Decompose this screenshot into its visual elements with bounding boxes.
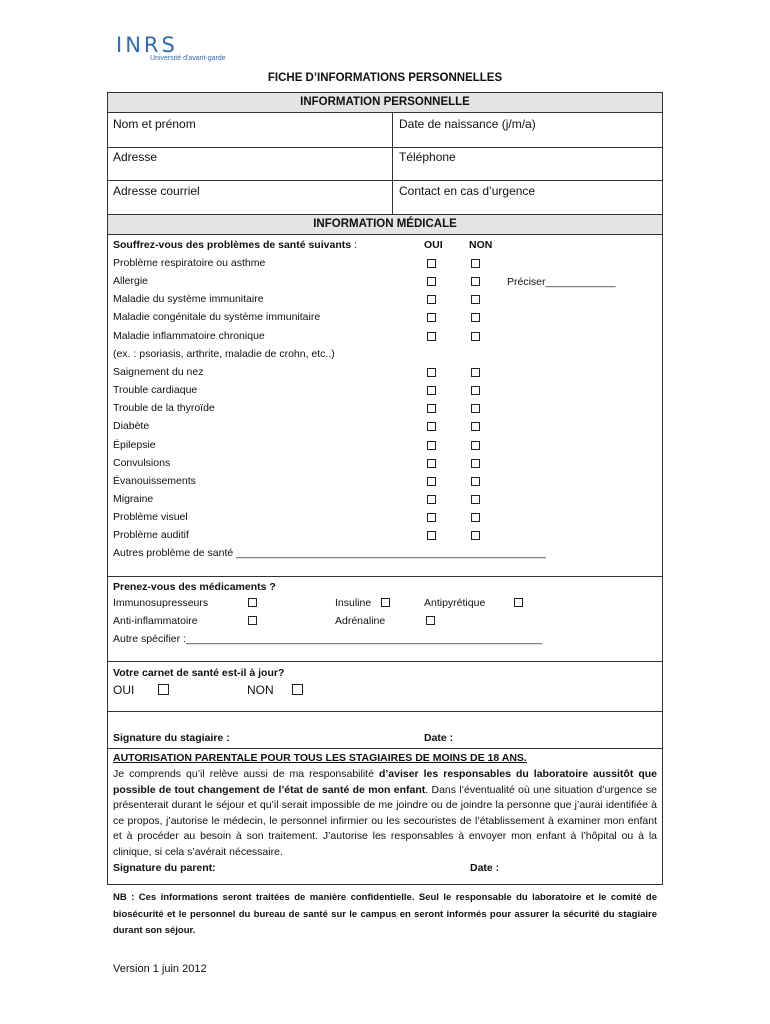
field-full-name[interactable]: Nom et prénom <box>113 117 196 131</box>
checkbox-antipyretique[interactable] <box>514 598 523 607</box>
checkbox-adrenaline[interactable] <box>426 616 435 625</box>
row-divider <box>107 180 663 181</box>
column-divider <box>392 113 393 214</box>
condition-label: Saignement du nez <box>113 365 204 378</box>
version-footer: Version 1 juin 2012 <box>113 963 207 975</box>
medication-question: Prenez-vous des médicaments ? <box>113 581 276 593</box>
checkbox-condition-non[interactable] <box>471 313 480 322</box>
health-question-suffix: : <box>351 239 357 251</box>
checkbox-condition-oui[interactable] <box>427 332 436 341</box>
logo-subtitle: Université d'avant-garde <box>150 55 226 62</box>
checkbox-condition-non[interactable] <box>471 368 480 377</box>
allergy-specify[interactable]: Préciser____________ <box>507 276 616 288</box>
carnet-oui-label: OUI <box>113 683 135 697</box>
checkbox-condition-non[interactable] <box>471 495 480 504</box>
checkbox-condition-oui[interactable] <box>427 386 436 395</box>
checkbox-condition-non[interactable] <box>471 259 480 268</box>
trainee-signature-label[interactable]: Signature du stagiaire : <box>113 732 230 744</box>
checkbox-condition-oui[interactable] <box>427 277 436 286</box>
checkbox-condition-non[interactable] <box>471 531 480 540</box>
checkbox-condition-non[interactable] <box>471 277 480 286</box>
condition-label: (ex. : psoriasis, arthrite, maladie de crohn, etc..) <box>113 347 335 360</box>
health-question <box>113 238 357 252</box>
trainee-date-label[interactable]: Date : <box>424 732 454 744</box>
checkbox-condition-non[interactable] <box>471 295 480 304</box>
field-emergency-contact[interactable]: Contact en cas d’urgence <box>399 184 536 198</box>
parental-authorization-heading: AUTORISATION PARENTALE POUR TOUS LES STAGIAIRES DE MOINS DE 18 ANS. <box>113 752 527 764</box>
condition-label: Problème respiratoire ou asthme <box>113 257 266 269</box>
auth-text-part3: . Dans l’éventualité où une situation d’urgence se présenterait durant le séjour et qu’il serait impossible de me joindre ou de joindre la personne que j’aurai identifiée à ce propos, j’autorise le médecin, le personnel infirmier ou les secouristes de l’établissement à examiner mon enfant et à procéder au besoin à son traitement. J’autorise les responsables à envoyer mon enfant à l’hôpital ou à la clinique, si cela s’avérait nécessaire. <box>113 783 657 858</box>
parent-signature-label[interactable]: Signature du parent: <box>113 862 216 874</box>
personal-info-heading: INFORMATION PERSONNELLE <box>107 92 663 113</box>
checkbox-insuline[interactable] <box>381 598 390 607</box>
column-oui: OUI <box>424 239 443 251</box>
checkbox-condition-oui[interactable] <box>427 422 436 431</box>
checkbox-condition-oui[interactable] <box>427 259 436 268</box>
checkbox-condition-oui[interactable] <box>427 459 436 468</box>
other-health-problem[interactable]: Autres problème de santé _____________________________________________________ <box>113 547 546 559</box>
checkbox-condition-non[interactable] <box>471 404 480 413</box>
checkbox-condition-oui[interactable] <box>427 477 436 486</box>
checkbox-condition-non[interactable] <box>471 477 480 486</box>
field-phone[interactable]: Téléphone <box>399 150 456 164</box>
auth-text-emphasis: d’aviser les responsables du laboratoire aussitôt que possible de tout changement de l’état de santé de mon enfant <box>113 768 657 796</box>
carnet-question: Votre carnet de santé est-il à jour? <box>113 667 285 679</box>
parental-authorization-text <box>113 767 657 860</box>
checkbox-anti-inflammatoire[interactable] <box>248 616 257 625</box>
checkbox-condition-non[interactable] <box>471 513 480 522</box>
checkbox-condition-non[interactable] <box>471 386 480 395</box>
checkbox-immunosupresseurs[interactable] <box>248 598 257 607</box>
checkbox-condition-non[interactable] <box>471 422 480 431</box>
checkbox-condition-oui[interactable] <box>427 313 436 322</box>
row-divider <box>107 147 663 148</box>
condition-label: Allergie <box>113 275 149 288</box>
checkbox-condition-oui[interactable] <box>427 531 436 540</box>
medical-info-heading: INFORMATION MÉDICALE <box>107 214 663 235</box>
med-adrenaline: Adrénaline <box>335 615 386 627</box>
checkbox-condition-oui[interactable] <box>427 368 436 377</box>
inrs-logo <box>116 33 226 62</box>
med-antipyretique: Antipyrétique <box>424 597 486 609</box>
checkbox-condition-oui[interactable] <box>427 404 436 413</box>
medication-other[interactable]: Autre spécifier :_____________________________________________________________ <box>113 633 543 645</box>
field-email[interactable]: Adresse courriel <box>113 184 200 198</box>
checkbox-carnet-non[interactable] <box>292 684 303 695</box>
carnet-non-label: NON <box>247 683 274 697</box>
checkbox-condition-non[interactable] <box>471 441 480 450</box>
section-divider <box>107 711 663 712</box>
confidentiality-note: NB : Ces informations seront traitées de manière confidentielle. Seul le responsable du laboratoire et le comité de biosécurité et le personnel du bureau de santé sur le campus en seront informés pour assurer la sécurité du stagiaire durant son séjour. <box>113 892 657 936</box>
checkbox-condition-oui[interactable] <box>427 441 436 450</box>
section-divider <box>107 748 663 749</box>
med-immunosupresseurs: Immunosupresseurs <box>113 597 209 609</box>
field-address[interactable]: Adresse <box>113 150 158 164</box>
condition-label: Problème auditif <box>113 529 189 542</box>
condition-label: Trouble de la thyroïde <box>113 402 215 415</box>
field-birth-date[interactable]: Date de naissance (j/m/a) <box>399 117 536 131</box>
checkbox-carnet-oui[interactable] <box>158 684 169 695</box>
condition-label: Migraine <box>113 492 154 505</box>
condition-label: Problème visuel <box>113 511 188 524</box>
med-anti-inflammatoire: Anti-inflammatoire <box>113 615 198 627</box>
checkbox-condition-oui[interactable] <box>427 495 436 504</box>
logo-name: INRS <box>116 33 178 57</box>
parent-date-label[interactable]: Date : <box>470 862 500 874</box>
section-divider <box>107 576 663 577</box>
health-question-text: Souffrez-vous des problèmes de santé suivants <box>113 239 352 251</box>
checkbox-condition-non[interactable] <box>471 459 480 468</box>
checkbox-condition-non[interactable] <box>471 332 480 341</box>
checkbox-condition-oui[interactable] <box>427 513 436 522</box>
checkbox-condition-oui[interactable] <box>427 295 436 304</box>
condition-label: Maladie congénitale du système immunitaire <box>113 311 321 324</box>
condition-label: Maladie du système immunitaire <box>113 293 264 306</box>
condition-label: Maladie inflammatoire chronique <box>113 329 265 342</box>
auth-text-part1: Je comprends qu’il relève aussi de ma responsabilité <box>113 768 379 780</box>
section-divider <box>107 661 663 662</box>
document-title: FICHE D’INFORMATIONS PERSONNELLES <box>267 72 503 84</box>
med-insuline: Insuline <box>335 597 372 609</box>
condition-label: Diabète <box>113 420 150 433</box>
column-non: NON <box>469 239 493 251</box>
condition-label: Épilepsie <box>113 438 156 451</box>
condition-label: Évanouissements <box>113 474 196 487</box>
condition-label: Trouble cardiaque <box>113 384 198 397</box>
condition-label: Convulsions <box>113 456 171 469</box>
